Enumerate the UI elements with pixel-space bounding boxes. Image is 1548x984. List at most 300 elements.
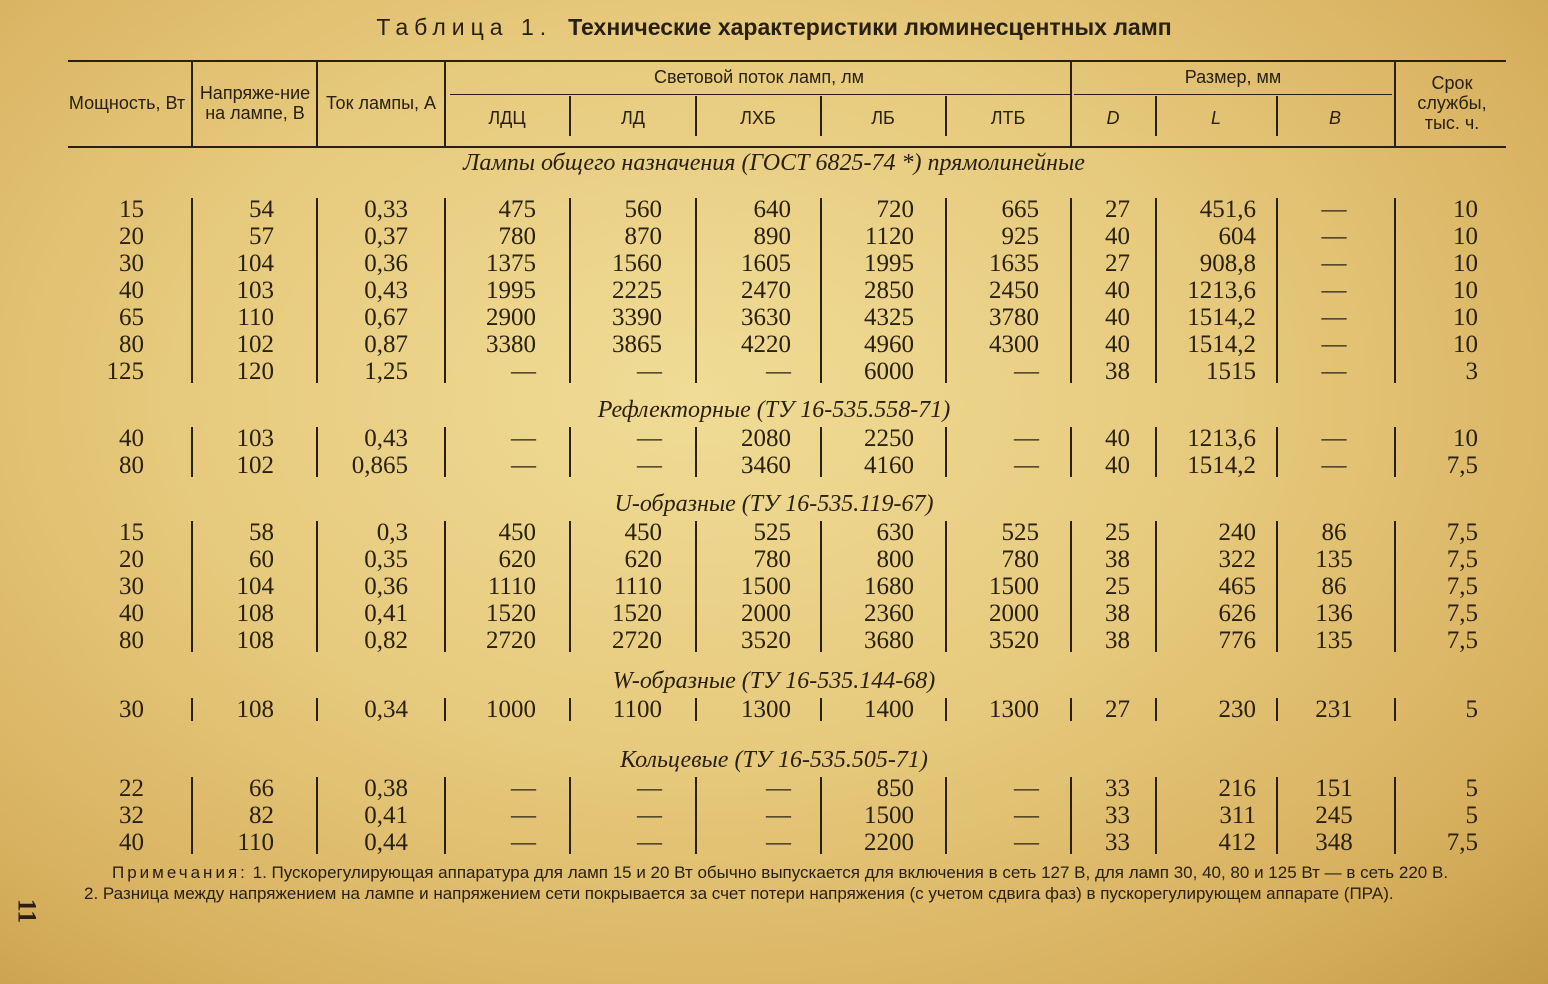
table-cell: — — [511, 452, 536, 479]
header-flux-group: Световой поток ламп, лм — [653, 67, 865, 87]
table-cell: 2225 — [612, 277, 662, 304]
table-cell: 3865 — [612, 331, 662, 358]
table-cell: — — [511, 775, 536, 802]
table-row — [0, 277, 1548, 304]
table-cell: 54 — [249, 196, 274, 223]
table-cell: 3390 — [612, 304, 662, 331]
column-divider — [695, 521, 697, 652]
column-divider — [569, 427, 571, 477]
table-cell: — — [637, 358, 662, 385]
table-cell: 348 — [1315, 829, 1353, 856]
table-cell: 10 — [1453, 331, 1478, 358]
column-divider — [1276, 777, 1278, 854]
table-cell: 245 — [1315, 802, 1353, 829]
table-cell: — — [766, 829, 791, 856]
table-cell: — — [1321, 250, 1347, 277]
table-cell: 0,3 — [376, 519, 408, 546]
table-cell: 1680 — [864, 573, 914, 600]
table-cell: — — [1321, 358, 1347, 385]
note-2: 2. Разница между напряжением на лампе и напряжением сети покрывается за счет потери напряжения (с учетом сдвига фаз) в пускорегулирующем аппарате (ПРА). — [84, 884, 1394, 903]
column-divider — [945, 427, 947, 477]
column-divider — [1276, 427, 1278, 477]
column-divider — [444, 521, 446, 652]
table-cell: 1300 — [741, 696, 791, 723]
column-divider — [820, 427, 822, 477]
column-divider — [316, 777, 318, 854]
table-cell: 38 — [1105, 546, 1130, 573]
table-cell: 40 — [119, 425, 144, 452]
table-cell: 135 — [1315, 546, 1353, 573]
table-row — [0, 600, 1548, 627]
column-divider — [1155, 427, 1157, 477]
table-row — [0, 546, 1548, 573]
table-cell: 0,865 — [351, 452, 408, 479]
column-divider — [945, 698, 947, 721]
note-1 — [62, 862, 1502, 883]
column-divider — [316, 198, 318, 383]
column-divider — [1070, 698, 1072, 721]
table-cell: 850 — [876, 775, 914, 802]
table-cell: — — [1321, 425, 1347, 452]
column-divider — [1394, 698, 1396, 721]
table-cell: 0,41 — [364, 802, 408, 829]
table-cell: 3680 — [864, 627, 914, 654]
section-title: Лампы общего назначения (ГОСТ 6825-74 *) прямолинейные — [463, 150, 1085, 176]
table-cell: 15 — [119, 519, 144, 546]
table-cell: — — [1321, 223, 1347, 250]
notes-label: Примечания: — [112, 863, 248, 882]
column-divider — [695, 427, 697, 477]
table-cell: — — [1321, 452, 1347, 479]
note-1-text: 1. Пускорегулирующая аппаратура для ламп 15 и 20 Вт обычно выпускается для включения в сеть 127 В, для ламп 30, 40, 80 и 125 Вт — в сеть 220 В. — [252, 863, 1449, 882]
column-divider — [1394, 427, 1396, 477]
table-cell: 2200 — [864, 829, 914, 856]
table-cell: 7,5 — [1446, 452, 1478, 479]
table-cell: 311 — [1219, 802, 1256, 829]
table-cell: 1520 — [612, 600, 662, 627]
table-cell: 0,33 — [364, 196, 408, 223]
table-cell: — — [1014, 452, 1039, 479]
table-cell: 7,5 — [1446, 546, 1478, 573]
table-cell: 0,35 — [364, 546, 408, 573]
table-cell: 231 — [1315, 696, 1353, 723]
column-divider — [1394, 521, 1396, 652]
table-row — [0, 573, 1548, 600]
table-cell: 10 — [1453, 196, 1478, 223]
table-cell: 30 — [119, 696, 144, 723]
table-cell: 475 — [498, 196, 536, 223]
table-cell: — — [511, 425, 536, 452]
table-cell: 720 — [876, 196, 914, 223]
column-divider — [1394, 777, 1396, 854]
table-cell: 4220 — [741, 331, 791, 358]
column-divider — [1276, 198, 1278, 383]
table-cell: 40 — [1105, 277, 1130, 304]
table-cell: 4960 — [864, 331, 914, 358]
table-cell: 65 — [119, 304, 144, 331]
table-row — [0, 627, 1548, 654]
column-divider — [316, 698, 318, 721]
table-cell: 7,5 — [1446, 519, 1478, 546]
table-cell: — — [1321, 196, 1347, 223]
table-row — [0, 223, 1548, 250]
table-cell: 30 — [119, 250, 144, 277]
table-cell: 66 — [249, 775, 274, 802]
table-cell: 136 — [1315, 600, 1353, 627]
table-cell: 1605 — [741, 250, 791, 277]
table-cell: 4160 — [864, 452, 914, 479]
table-cell: 2000 — [741, 600, 791, 627]
table-row — [0, 250, 1548, 277]
column-divider — [569, 521, 571, 652]
column-divider — [191, 521, 193, 652]
section-title: Кольцевые (ТУ 16-535.505-71) — [620, 747, 928, 773]
table-cell: 0,44 — [364, 829, 408, 856]
header-power: Мощность, Вт — [68, 93, 186, 113]
column-divider — [191, 198, 193, 383]
table-cell: 33 — [1105, 775, 1130, 802]
table-cell: 1560 — [612, 250, 662, 277]
table-cell: 10 — [1453, 425, 1478, 452]
column-divider — [1155, 777, 1157, 854]
table-cell: 2720 — [486, 627, 536, 654]
column-divider — [1155, 521, 1157, 652]
column-divider — [1070, 777, 1072, 854]
table-cell: 40 — [119, 277, 144, 304]
header-divider — [316, 61, 318, 146]
header-flux-lb: ЛБ — [871, 108, 895, 128]
table-cell: 800 — [876, 546, 914, 573]
column-divider — [945, 521, 947, 652]
size-group-rule — [1074, 94, 1392, 95]
table-cell: 0,36 — [364, 250, 408, 277]
column-divider — [695, 698, 697, 721]
table-cell: 0,67 — [364, 304, 408, 331]
table-cell: 33 — [1105, 802, 1130, 829]
table-cell: 1515 — [1206, 358, 1256, 385]
table-cell: 80 — [119, 452, 144, 479]
table-cell: 560 — [624, 196, 662, 223]
table-cell: 0,43 — [364, 425, 408, 452]
table-cell: 103 — [236, 277, 274, 304]
column-divider — [1070, 521, 1072, 652]
header-flux-ltb: ЛТБ — [990, 108, 1026, 128]
table-cell: 80 — [119, 627, 144, 654]
header-flux-ld: ЛД — [620, 108, 645, 128]
table-cell: 1995 — [864, 250, 914, 277]
table-cell: 20 — [119, 546, 144, 573]
notes — [62, 862, 1502, 904]
table-cell: 0,41 — [364, 600, 408, 627]
table-row — [0, 358, 1548, 385]
table-cell: 27 — [1105, 196, 1130, 223]
table-cell: 216 — [1218, 775, 1256, 802]
table-cell: 40 — [119, 600, 144, 627]
table-cell: — — [766, 358, 791, 385]
table-cell: 3780 — [989, 304, 1039, 331]
table-cell: 0,34 — [364, 696, 408, 723]
header-flux-ldc: ЛДЦ — [488, 108, 526, 128]
table-cell: 0,43 — [364, 277, 408, 304]
table-cell: 1520 — [486, 600, 536, 627]
column-divider — [444, 777, 446, 854]
table-cell: — — [511, 829, 536, 856]
table-cell: 3380 — [486, 331, 536, 358]
table-cell: 38 — [1105, 627, 1130, 654]
table-cell: 665 — [1001, 196, 1039, 223]
table-cell: 15 — [119, 196, 144, 223]
table-row — [0, 775, 1548, 802]
table-title-lead: Таблица 1. — [376, 14, 553, 40]
column-divider — [444, 698, 446, 721]
header-divider — [191, 61, 193, 146]
table-cell: 33 — [1105, 829, 1130, 856]
table-cell: 0,87 — [364, 331, 408, 358]
table-cell: 80 — [119, 331, 144, 358]
table-cell: — — [766, 802, 791, 829]
table-cell: 20 — [119, 223, 144, 250]
table-cell: 776 — [1218, 627, 1256, 654]
table-cell: — — [1321, 304, 1347, 331]
table-cell: 108 — [236, 600, 274, 627]
table-cell: 1514,2 — [1187, 331, 1256, 358]
table-cell: — — [637, 802, 662, 829]
column-divider — [191, 777, 193, 854]
table-cell: 1635 — [989, 250, 1039, 277]
table-cell: 86 — [1321, 573, 1347, 600]
table-cell: 3630 — [741, 304, 791, 331]
table-cell: 3520 — [741, 627, 791, 654]
header-voltage: Напряже-ние на лампе, В — [199, 83, 311, 123]
table-cell: — — [511, 358, 536, 385]
table-row — [0, 304, 1548, 331]
table-cell: 5 — [1465, 775, 1478, 802]
table-cell: 110 — [237, 829, 274, 856]
table-cell: 30 — [119, 573, 144, 600]
table-cell: — — [1014, 802, 1039, 829]
table-row — [0, 425, 1548, 452]
table-row — [0, 519, 1548, 546]
table-cell: 10 — [1453, 223, 1478, 250]
table-cell: 27 — [1105, 696, 1130, 723]
table-cell: 1500 — [741, 573, 791, 600]
table-cell: 82 — [249, 802, 274, 829]
column-divider — [945, 198, 947, 383]
column-divider — [1394, 198, 1396, 383]
table-cell: 102 — [236, 331, 274, 358]
table-row — [0, 331, 1548, 358]
header-flux-lhb: ЛХБ — [740, 108, 776, 128]
table-cell: 525 — [1001, 519, 1039, 546]
table-cell: 60 — [249, 546, 274, 573]
table-cell: 1514,2 — [1187, 452, 1256, 479]
table-cell: 58 — [249, 519, 274, 546]
table-cell: 2720 — [612, 627, 662, 654]
table-cell: 40 — [1105, 331, 1130, 358]
table-cell: 125 — [106, 358, 144, 385]
table-cell: 451,6 — [1199, 196, 1256, 223]
table-cell: 620 — [624, 546, 662, 573]
table-cell: 0,38 — [364, 775, 408, 802]
table-row — [0, 452, 1548, 479]
header-size-group: Размер, мм — [1184, 67, 1282, 87]
section-title: W-образные (ТУ 16-535.144-68) — [612, 668, 936, 694]
page-number: 11 — [12, 898, 42, 924]
table-cell: 57 — [249, 223, 274, 250]
table-cell: — — [1321, 277, 1347, 304]
column-divider — [1070, 198, 1072, 383]
table-cell: 5 — [1465, 802, 1478, 829]
table-cell: 38 — [1105, 600, 1130, 627]
table-cell: 5 — [1465, 696, 1478, 723]
table-cell: 925 — [1001, 223, 1039, 250]
table-cell: 108 — [236, 696, 274, 723]
header-size-d: D — [1106, 108, 1120, 128]
table-cell: 2360 — [864, 600, 914, 627]
table-cell: 40 — [1105, 452, 1130, 479]
table-row — [0, 829, 1548, 856]
table-cell: 86 — [1321, 519, 1347, 546]
table-cell: 525 — [753, 519, 791, 546]
table-cell: 630 — [876, 519, 914, 546]
table-cell: 2850 — [864, 277, 914, 304]
table-cell: 22 — [119, 775, 144, 802]
table-cell: 2900 — [486, 304, 536, 331]
column-divider — [820, 698, 822, 721]
column-divider — [1155, 698, 1157, 721]
table-cell: 780 — [1001, 546, 1039, 573]
table-cell: 2250 — [864, 425, 914, 452]
column-divider — [316, 521, 318, 652]
table-cell: 1110 — [487, 573, 536, 600]
table-cell: 2450 — [989, 277, 1039, 304]
table-cell: 1120 — [864, 223, 914, 250]
table-cell: 25 — [1105, 573, 1130, 600]
table-cell: 40 — [119, 829, 144, 856]
table-cell: 32 — [119, 802, 144, 829]
table-cell: 240 — [1218, 519, 1256, 546]
header-size-b: B — [1328, 108, 1341, 128]
table-cell: — — [637, 425, 662, 452]
table-cell: 104 — [236, 573, 274, 600]
table-cell: 412 — [1218, 829, 1256, 856]
table-cell: 322 — [1218, 546, 1256, 573]
table-cell: — — [637, 775, 662, 802]
column-divider — [820, 521, 822, 652]
flux-group-rule — [450, 94, 1070, 95]
table-cell: 780 — [498, 223, 536, 250]
table-cell: 0,82 — [364, 627, 408, 654]
table-cell: 1514,2 — [1187, 304, 1256, 331]
table-cell: 1,25 — [364, 358, 408, 385]
table-cell: — — [1014, 358, 1039, 385]
table-cell: 110 — [237, 304, 274, 331]
table-cell: 908,8 — [1199, 250, 1256, 277]
table-cell: 2470 — [741, 277, 791, 304]
table-cell: 2000 — [989, 600, 1039, 627]
table-row — [0, 696, 1548, 723]
table-cell: 626 — [1218, 600, 1256, 627]
table-cell: 40 — [1105, 223, 1130, 250]
section-title: Рефлекторные (ТУ 16-535.558-71) — [597, 397, 951, 423]
column-divider — [695, 777, 697, 854]
table-cell: 7,5 — [1446, 829, 1478, 856]
table-cell: 151 — [1315, 775, 1353, 802]
table-cell: — — [511, 802, 536, 829]
table-cell: 104 — [236, 250, 274, 277]
table-cell: 10 — [1453, 277, 1478, 304]
table-cell: 640 — [753, 196, 791, 223]
table-cell: 0,37 — [364, 223, 408, 250]
column-divider — [1155, 198, 1157, 383]
table-cell: 1300 — [989, 696, 1039, 723]
table-cell: — — [1014, 775, 1039, 802]
table-cell: 1110 — [613, 573, 662, 600]
table-cell: 1000 — [486, 696, 536, 723]
column-divider — [695, 198, 697, 383]
table-cell: 7,5 — [1446, 573, 1478, 600]
table-cell: 870 — [624, 223, 662, 250]
header-divider — [1394, 61, 1396, 146]
column-divider — [444, 427, 446, 477]
column-divider — [1070, 427, 1072, 477]
header-current: Ток лампы, А — [325, 93, 437, 113]
column-divider — [191, 427, 193, 477]
table-cell: 780 — [753, 546, 791, 573]
header-size-l: L — [1210, 108, 1221, 128]
table-cell: 1100 — [612, 696, 662, 723]
table-cell: 40 — [1105, 425, 1130, 452]
table-cell: 3460 — [741, 452, 791, 479]
table-cell: — — [766, 775, 791, 802]
table-cell: 1400 — [864, 696, 914, 723]
table-cell: 230 — [1218, 696, 1256, 723]
table-cell: 1213,6 — [1187, 277, 1256, 304]
column-divider — [569, 198, 571, 383]
column-divider — [820, 198, 822, 383]
table-cell: 120 — [236, 358, 274, 385]
table-cell: 3520 — [989, 627, 1039, 654]
column-divider — [1276, 521, 1278, 652]
table-cell: 1375 — [486, 250, 536, 277]
table-cell: 604 — [1218, 223, 1256, 250]
column-divider — [316, 427, 318, 477]
table-cell: 7,5 — [1446, 600, 1478, 627]
table-cell: 1500 — [864, 802, 914, 829]
table-cell: — — [637, 829, 662, 856]
table-cell: 27 — [1105, 250, 1130, 277]
table-cell: 135 — [1315, 627, 1353, 654]
table-cell: 4325 — [864, 304, 914, 331]
section-title: U-образные (ТУ 16-535.119-67) — [614, 491, 934, 517]
column-divider — [945, 777, 947, 854]
table-cell: — — [1321, 331, 1347, 358]
table-cell: 1500 — [989, 573, 1039, 600]
table-cell: — — [1014, 829, 1039, 856]
table-cell: 10 — [1453, 250, 1478, 277]
table-cell: — — [637, 452, 662, 479]
table-cell: 450 — [624, 519, 662, 546]
header-divider — [569, 96, 571, 136]
column-divider — [1276, 698, 1278, 721]
table-title — [0, 14, 1548, 41]
table-cell: 103 — [236, 425, 274, 452]
table-cell: 0,36 — [364, 573, 408, 600]
column-divider — [569, 698, 571, 721]
column-divider — [444, 198, 446, 383]
table-row — [0, 802, 1548, 829]
table-cell: 7,5 — [1446, 627, 1478, 654]
